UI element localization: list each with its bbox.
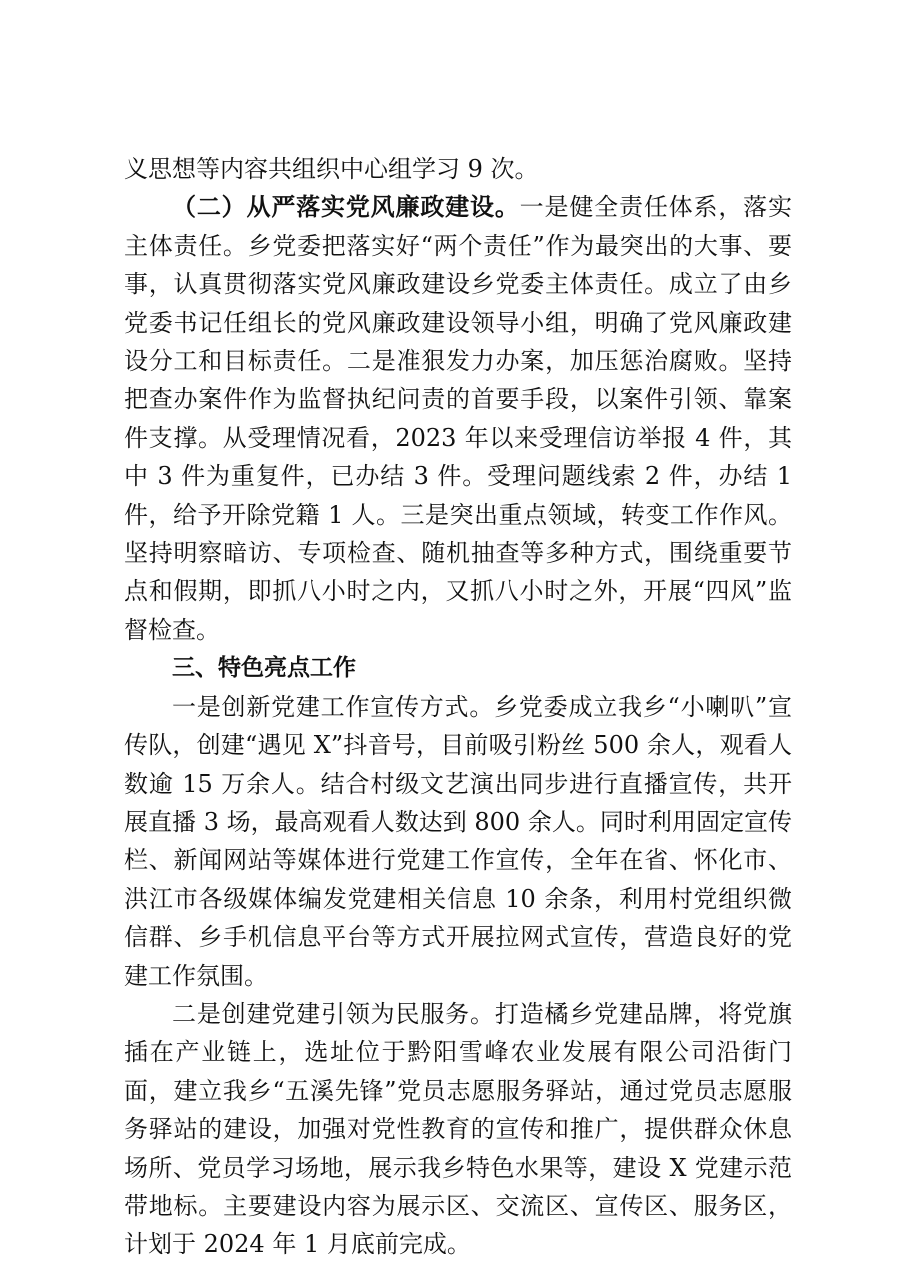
paragraph-party-conduct bbox=[124, 188, 792, 649]
paragraph-publicity: 一是创新党建工作宣传方式。乡党委成立我乡“小喇叭”宣传队，创建“遇见 X”抖音号，目前吸引粉丝 500 余人，观看人数逾 15 万余人。结合村级文艺演出同步进行直播宣传，共开展直播 3 场，最高观看人数达到 800 余人。同时利用固定宣传栏、新闻网站等媒体进行党建工作宣传，全年在省、怀化市、洪江市各级媒体编发党建相关信息 10 余条，利用村党组织微信群、乡手机信息平台等方式开展拉网式宣传，营造良好的党建工作氛围。 bbox=[124, 692, 792, 990]
section-title-highlights: 三、特色亮点工作 bbox=[172, 655, 356, 682]
paragraph-continuation: 义思想等内容共组织中心组学习 9 次。 bbox=[124, 155, 539, 183]
paragraph-heading-party-conduct: （二）从严落实党风廉政建设。 bbox=[172, 193, 520, 222]
paragraph-body-party-conduct: 一是健全责任体系，落实主体责任。乡党委把落实好“两个责任”作为最突出的大事、要事，认真贯彻落实党风廉政建设乡党委主体责任。成立了由乡党委书记任组长的党风廉政建设领导小组，明确了党风廉政建设分工和目标责任。二是准狠发力办案，加压惩治腐败。坚持把查办案件作为监督执纪问责的首要手段，以案件引领、靠案件支撑。从受理情况看，2023 年以来受理信访举报 4 件，其中 3 件为重复件，已办结 3 件。受理问题线索 2 件，办结 1 件，给予开除党籍 1 人。三是突出重点领域，转变工作作风。坚持明察暗访、专项检查、随机抽查等多种方式，围绕重要节点和假期，即抓八小时之内，又抓八小时之外，开展“四风”监督检查。 bbox=[124, 193, 793, 644]
paragraph-service-station: 二是创建党建引领为民服务。打造橘乡党建品牌，将党旗插在产业链上，选址位于黔阳雪峰农业发展有限公司沿街门面，建立我乡“五溪先锋”党员志愿服务驿站，通过党员志愿服务驿站的建设，加强对党性教育的宣传和推广，提供群众休息场所、党员学习场地，展示我乡特色水果等，建设 X 党建示范带地标。主要建设内容为展示区、交流区、宣传区、服务区，计划于 2024 年 1 月底前完成。 bbox=[124, 999, 792, 1259]
document-body bbox=[124, 150, 792, 1264]
